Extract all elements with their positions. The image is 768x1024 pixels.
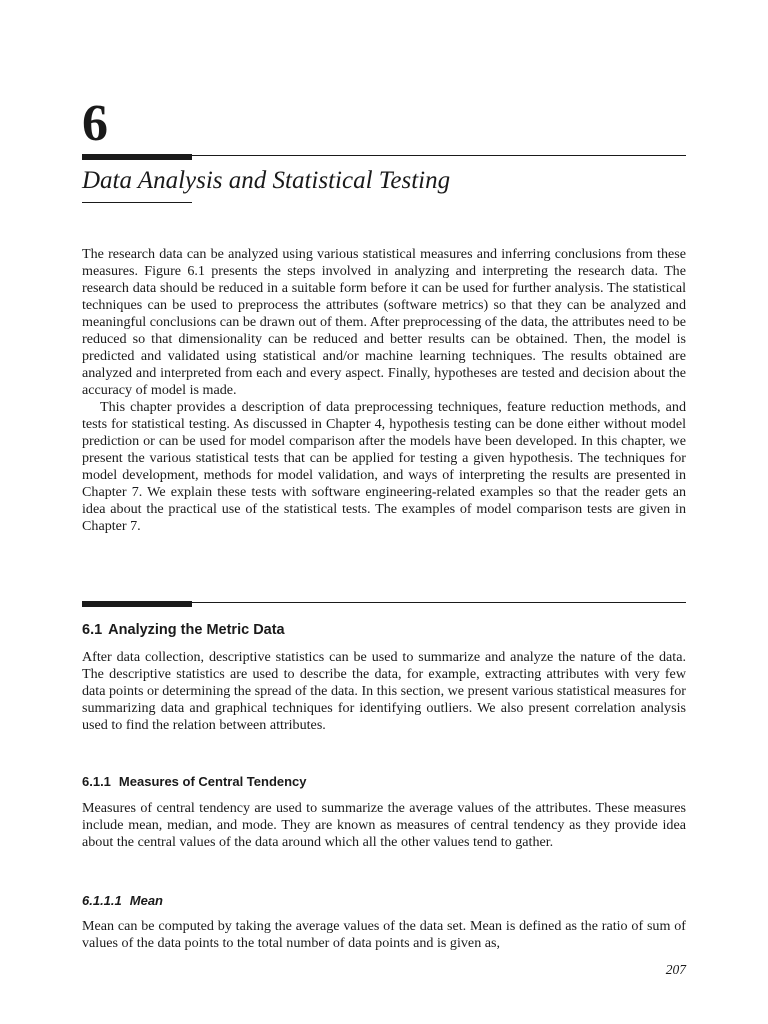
section-6-1-text bbox=[82, 649, 686, 734]
intro-paragraph-2: This chapter provides a description of data preprocessing techniques, feature reduction methods, and tests for statistical testing. As discussed in Chapter 4, hypothesis testing can be done either without model prediction or can be used for model comparison after the models have been developed. In this chapter, we present the various statistical tests that can be applied for testing a given hypothesis. The techniques for model development, methods for model validation, and ways of interpreting the results are presented in Chapter 7. We explain these tests with software engineering-related examples so that the reader gets an idea about the practical use of the statistical tests. The examples of model comparison tests are given in Chapter 7. bbox=[82, 399, 686, 534]
subsubsection-number: 6.1.1.1 bbox=[82, 893, 122, 908]
subsection-number: 6.1.1 bbox=[82, 774, 111, 789]
section-rule-thin bbox=[82, 602, 686, 603]
section-number: 6.1 bbox=[82, 622, 103, 638]
page-number: 207 bbox=[665, 962, 686, 977]
chapter-rule-thin bbox=[82, 155, 686, 156]
section-title: Analyzing the Metric Data bbox=[108, 622, 285, 638]
chapter-number: 6 bbox=[82, 95, 108, 152]
subsubsection-title: Mean bbox=[129, 893, 163, 908]
section-6-1-1-paragraph: Measures of central tendency are used to summarize the average values of the attributes. These measures include mean, median, and mode. They are known as measures of central tendency as they provide idea about the central values of the data around which all the other values tend to gather. bbox=[82, 800, 686, 850]
section-6-1-paragraph: After data collection, descriptive statistics can be used to summarize and analyze the nature of the data. The descriptive statistics are used to describe the data, for example, extracting attributes with very few data points or determining the spread of the data. In this section, we present various statistical measures for summarizing data and graphical techniques for identifying outliers. We also present correlation analysis used to find the relation between attributes. bbox=[82, 649, 686, 733]
subsection-heading-6-1-1 bbox=[82, 774, 307, 790]
subsubsection-heading-6-1-1-1 bbox=[82, 893, 163, 909]
subsection-title: Measures of Central Tendency bbox=[118, 774, 307, 789]
section-6-1-1-text bbox=[82, 800, 686, 851]
section-6-1-1-1-text bbox=[82, 918, 686, 952]
chapter-title: Data Analysis and Statistical Testing bbox=[82, 167, 451, 194]
section-6-1-1-1-paragraph: Mean can be computed by taking the average values of the data set. Mean is defined as the ratio of sum of values of the data points to the total number of data points and is given as, bbox=[82, 918, 686, 951]
intro-text bbox=[82, 246, 686, 535]
chapter-title-underline bbox=[82, 202, 192, 203]
section-heading-6-1 bbox=[82, 621, 285, 639]
intro-paragraph-1: The research data can be analyzed using various statistical measures and inferring conclusions from these measures. Figure 6.1 presents the steps involved in analyzing and interpreting the research data. The research data should be reduced in a suitable form before it can be used for further analysis. The statistical techniques can be used to preprocess the attributes (software metrics) so that they can be analyzed and meaningful conclusions can be drawn out of them. After preprocessing of the data, the attributes need to be reduced so that dimensionality can be reduced and better results can be obtained. Then, the model is predicted and validated using statistical and/or machine learning techniques. The results obtained are analyzed and interpreted from each and every aspect. Finally, hypotheses are tested and decision about the accuracy of model is made. bbox=[82, 246, 686, 398]
